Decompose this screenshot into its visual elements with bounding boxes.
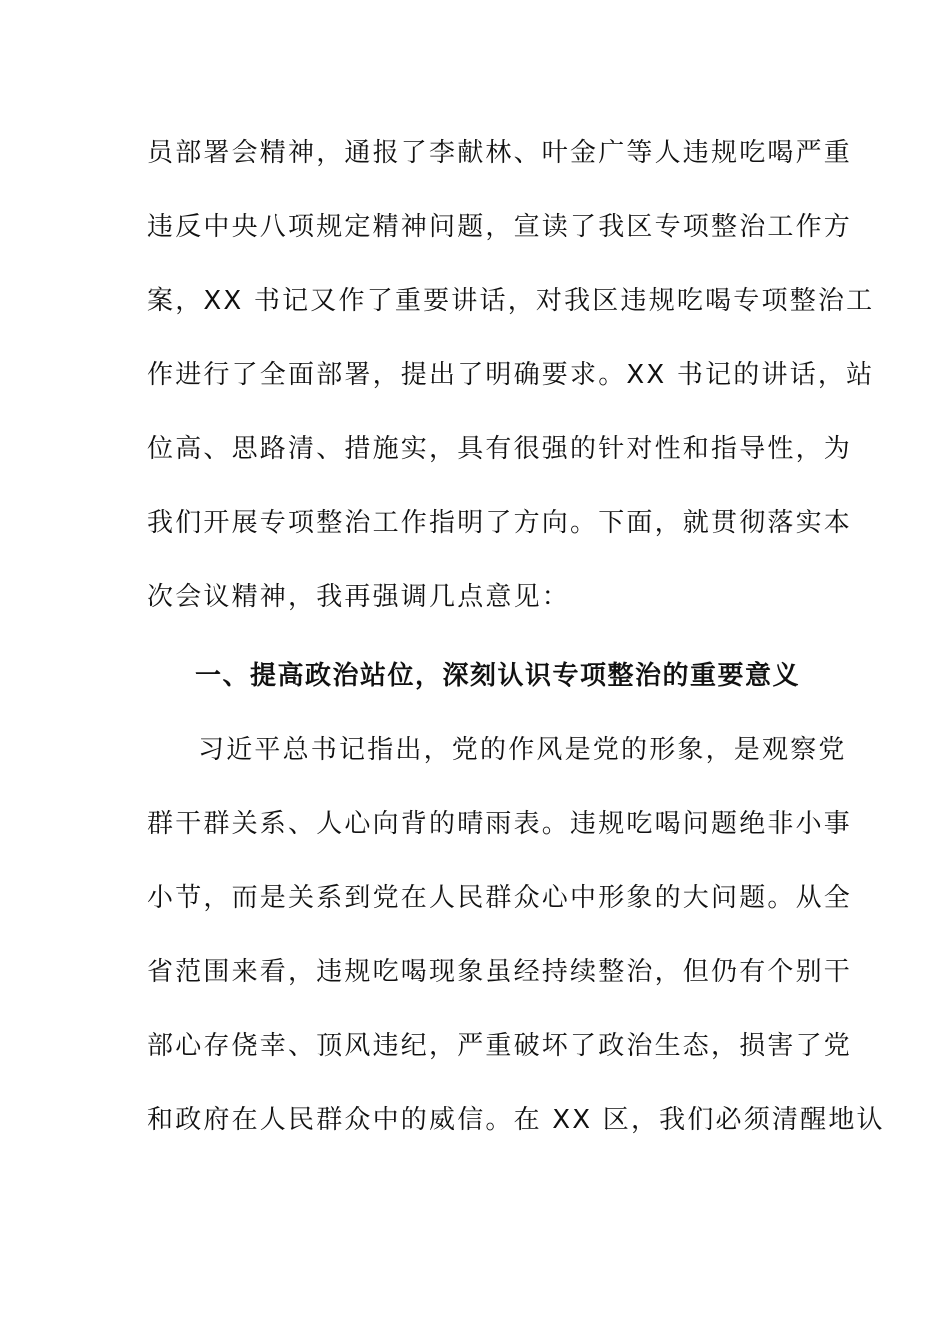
paragraph-line: 作进行了全面部署，提出了明确要求。XX 书记的讲话，站 (147, 360, 875, 390)
paragraph-line: 部心存侥幸、顶风违纪，严重破坏了政治生态，损害了党 (147, 1031, 853, 1061)
paragraph-line: 习近平总书记指出，党的作风是党的形象，是观察党 (198, 735, 847, 765)
paragraph-line: 位高、思路清、措施实，具有很强的针对性和指导性，为 (147, 434, 853, 464)
paragraph-line: 违反中央八项规定精神问题，宣读了我区专项整治工作方 (147, 212, 853, 242)
paragraph-line: 我们开展专项整治工作指明了方向。下面，就贯彻落实本 (147, 508, 853, 538)
paragraph-line: 案，XX 书记又作了重要讲话，对我区违规吃喝专项整治工 (147, 286, 875, 316)
paragraph-line: 次会议精神，我再强调几点意见： (147, 582, 571, 612)
paragraph-line: 小节，而是关系到党在人民群众心中形象的大问题。从全 (147, 883, 853, 913)
paragraph-line: 和政府在人民群众中的威信。在 XX 区，我们必须清醒地认 (147, 1105, 885, 1135)
paragraph-line: 省范围来看，违规吃喝现象虽经持续整治，但仍有个别干 (147, 957, 853, 987)
section-heading: 一、提高政治站位，深刻认识专项整治的重要意义 (195, 661, 801, 691)
paragraph-line: 群干群关系、人心向背的晴雨表。违规吃喝问题绝非小事 (147, 809, 853, 839)
paragraph-line: 员部署会精神，通报了李献林、叶金广等人违规吃喝严重 (147, 138, 853, 168)
